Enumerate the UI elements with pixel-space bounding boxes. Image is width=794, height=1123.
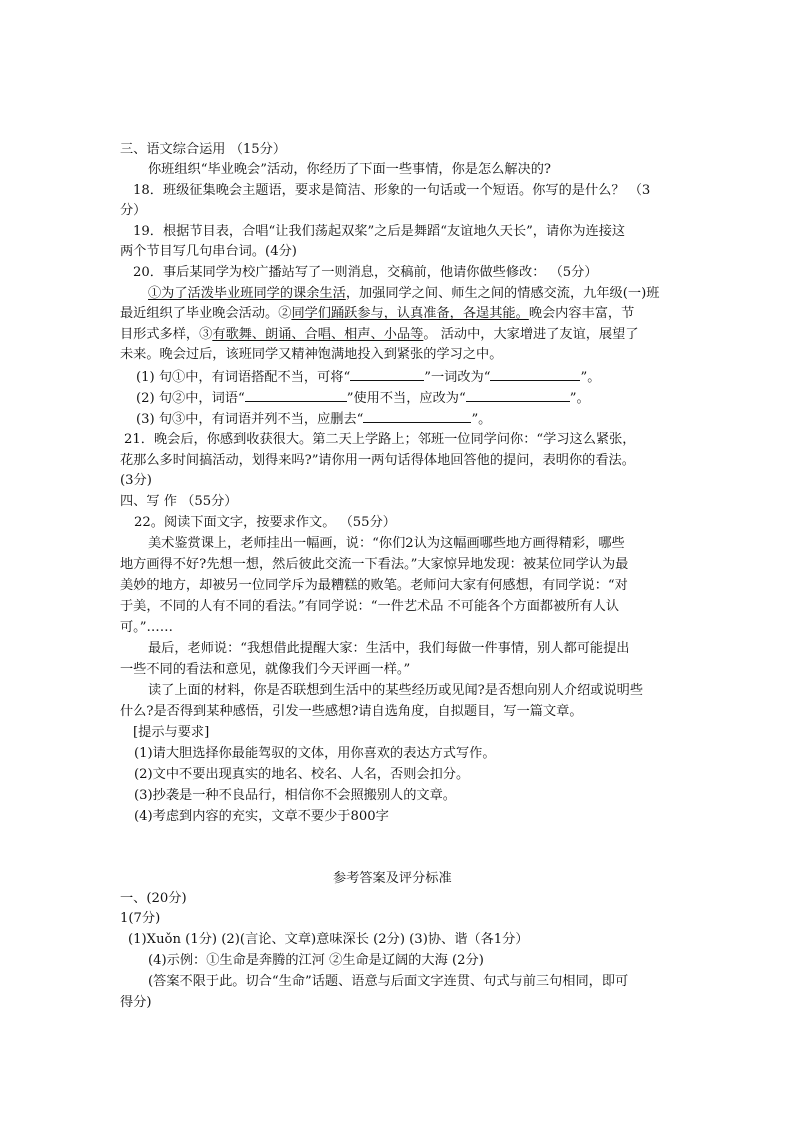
tip-item: (4)考虑到内容的充实，文章不要少于800字 [134,809,389,824]
q20-sub1-text: (1) 句①中，有词语搭配不当，可将“ [136,370,351,385]
material-line: 于美，不同的人有不同的看法。”有同学说：“一件艺术品 不可能各个方面都被所有人认 [120,599,620,614]
q20-passage-text: 目形式多样，③ [120,327,213,342]
tips-title: [提示与要求] [133,725,210,740]
q20-sentence3: 有歌舞、朗诵、合唱、相声、小品等 [212,327,424,342]
q20-passage-line2 [120,305,634,323]
prompt-line: 读了上面的材料，你是否联想到生活中的某些经历或见闻?是否想向别人介绍或说明些 [148,683,644,698]
q20-passage-text: 最近组织了毕业晚会活动。② [120,306,292,321]
material-line: 可。”…… [120,620,173,635]
teacher-line: 最后，老师说：“我想借此提醒大家：生活中，我们每做一件事情，别人都可能提出 [148,641,630,656]
q20-stem: 20．事后某同学为校广播站写了一则消息，交稿前，他请你做些修改： （5分） [133,265,598,280]
material-line: 美术鉴赏课上，老师挂出一幅画，说：“你们2认为这幅画哪些地方画得精彩，哪些 [148,536,625,551]
q19-line2: 两个节目写几句串台词。(4分) [120,244,297,259]
section3-heading: 三、语文综合运用 （15分） [120,142,287,157]
q21-line2: 花那么多时间搞活动，划得来吗?”请你用一两句话得体地回答他的提问，表明你的看法。 [120,453,635,468]
answers-title: 参考答案及评分标准 [333,871,452,886]
tip-item: (2)文中不要出现真实的地名、校名、人名，否则会扣分。 [134,767,470,782]
material-line: 美妙的地方，却被另一位同学斥为最糟糕的败笔。老师问大家有何感想，有同学说：“对 [120,578,628,593]
q20-sub2-text: ”。 [569,391,590,406]
q20-sub3-text: (3) 句③中，有词语并列不当，应删去“ [136,412,364,427]
q20-passage-line1 [148,285,659,303]
section3-intro: 你班组织“毕业晚会”活动，你经历了下面一些事情，你是怎么解决的? [148,162,551,177]
q22-stem: 22。阅读下面文字，按要求作文。 （55分） [134,515,396,530]
teacher-line: 一些不同的看法和意见，就像我们今天评画一样。” [120,662,411,677]
answers-note-line2: 得分) [120,995,152,1010]
q21-line3: (3分) [120,473,152,488]
q20-sub2 [136,389,590,408]
answer-blank[interactable] [466,389,570,402]
q18-line1: 18．班级征集晚会主题语，要求是简洁、形象的一句话或一个短语。你写的是什么？ （3 [133,183,651,198]
q20-sentence1: ①为了活泼毕业班同学的课余生活 [148,286,346,301]
q20-sub2-text: (2) 句②中，词语“ [136,391,245,406]
section4-heading: 四、写 作 （55分） [120,494,238,509]
q19-line1: 19．根据节目表，合唱“让我们荡起双桨”之后是舞蹈“友谊地久天长”，请你为连接这 [133,224,626,239]
q20-sentence2: 同学们踊跃参与，认真准备，各逞其能。 [291,306,529,321]
tip-item: (3)抄袭是一种不良品行，相信你不会照搬别人的文章。 [134,788,456,803]
tip-item: (1)请大胆选择你最能驾驭的文体，用你喜欢的表达方式写作。 [134,746,496,761]
q20-sub3 [136,410,491,429]
answer-blank[interactable] [490,368,580,381]
q20-passage-text: 。 活动中，大家增进了友谊，展望了 [423,327,639,342]
answers-note-line1: (答案不限于此。切合“生命”话题、语意与后面文字连贯、句式与前三句相同，即可 [148,974,629,989]
q20-sub1 [136,368,600,387]
material-line: 地方画得不好?先想一想，然后彼此交流一下看法。”大家惊异地发现：被某位同学认为最 [120,557,629,572]
q20-passage-line4: 未来。晚会过后，该班同学又精神饱满地投入到紧张的学习之中。 [120,347,503,362]
answers-q1: 1(7分) [120,911,161,926]
q20-passage-text: ，加强同学之间、师生之间的情感交流，九年级(一)班 [345,286,660,301]
q20-sub2-text: ”使用不当，应改为“ [346,391,466,406]
q20-sub3-text: ”。 [471,412,492,427]
answer-blank[interactable] [363,410,471,423]
q20-sub1-text: ”一词改为“ [424,370,491,385]
answer-blank[interactable] [245,389,347,402]
q20-passage-line3 [120,326,639,344]
q18-line2: 分） [120,203,147,218]
q21-line1: 21．晚会后，你感到收获很大。第二天上学路上；邻班一位同学问你：“学习这么紧张， [124,432,636,447]
answers-a4: (4)示例：①生命是奔腾的江河 ②生命是辽阔的大海 (2分) [148,953,484,968]
answers-part1: 一、(20分) [120,891,187,906]
answers-a1: (1)Xuǒn (1分) (2)(言论、文章)意味深长 (2分) (3)协、谐（各1分） [128,932,529,947]
answer-blank[interactable] [350,368,424,381]
prompt-line: 什么?是否得到某种感悟，引发一些感想?请自选角度，自拟题目，写一篇文章。 [120,704,583,719]
q20-sub1-text: ”。 [580,370,601,385]
q20-passage-text: 晚会内容丰富，节 [528,306,635,321]
